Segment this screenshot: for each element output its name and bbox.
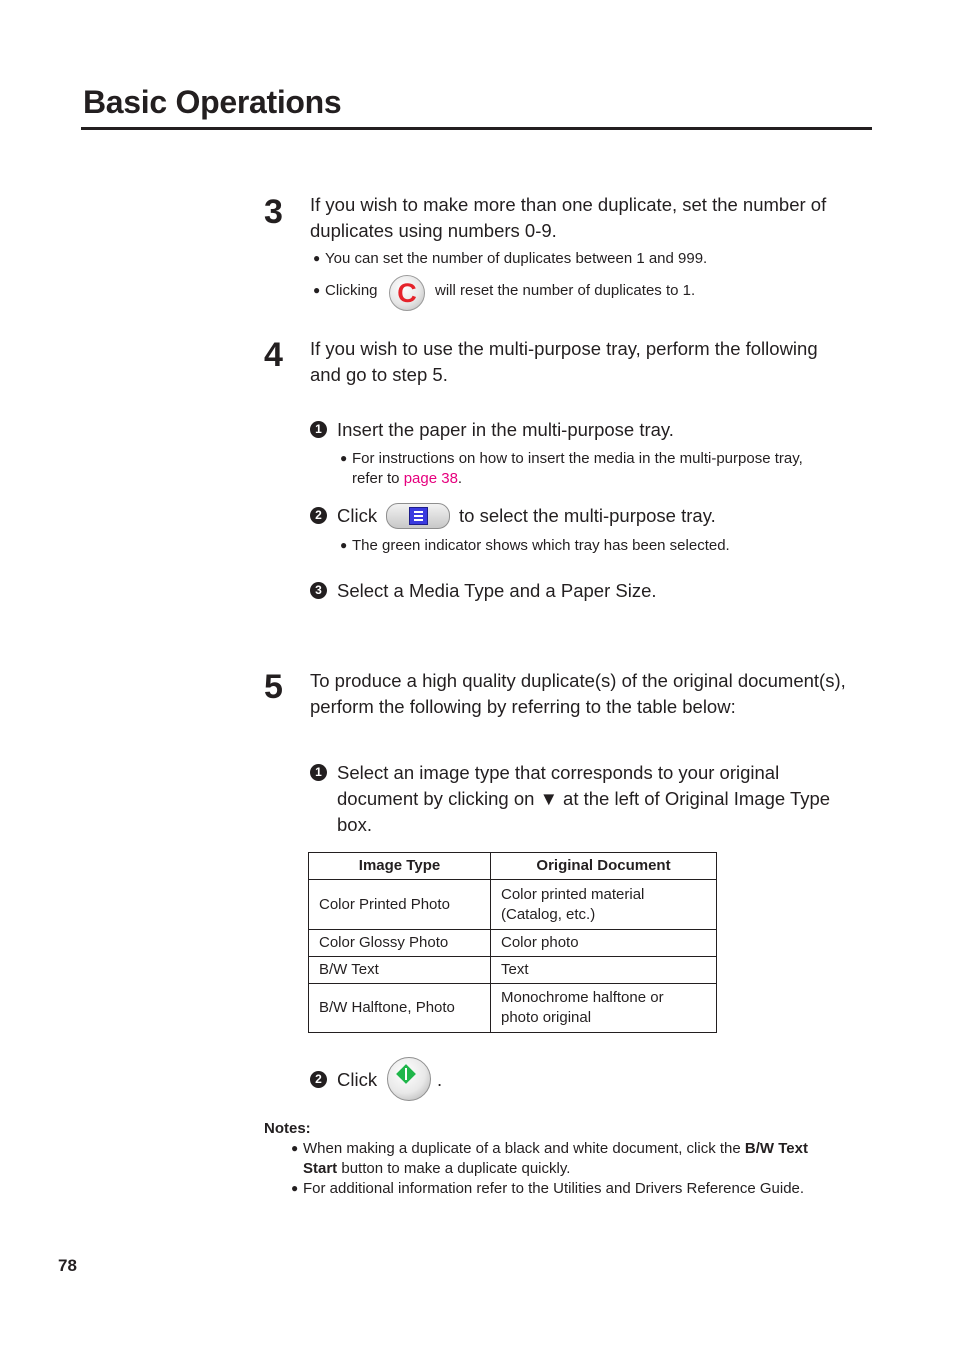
table-header-original-document: Original Document bbox=[491, 853, 717, 880]
table-header-row bbox=[309, 853, 717, 880]
step-number-badge: 2 bbox=[310, 507, 327, 524]
table-row bbox=[309, 957, 717, 984]
table-cell-original-document bbox=[491, 984, 717, 1033]
step-4-sub-1-bullet-line2-post: . bbox=[457, 470, 463, 487]
step-4-text-line2: and go to step 5. bbox=[310, 363, 448, 385]
note-1-bold-1: B/W Text bbox=[744, 1140, 808, 1157]
table-cell-line: (Catalog, etc.) bbox=[501, 905, 596, 923]
step-5-sub-1-line1: Select an image type that corresponds to your original bbox=[337, 762, 780, 783]
step-3-text bbox=[310, 192, 826, 243]
table-cell-image-type: B/W Text bbox=[309, 957, 491, 984]
step-4-sub-1 bbox=[310, 417, 674, 443]
step-5-text-line2: perform the following by referring to the table below: bbox=[310, 695, 736, 717]
note-1 bbox=[291, 1139, 861, 1179]
step-4-sub-2-post: to select the multi-purpose tray. bbox=[459, 505, 716, 526]
page-title: Basic Operations bbox=[83, 84, 342, 120]
step-4-sub-2 bbox=[310, 503, 377, 529]
step-5-text bbox=[310, 668, 846, 719]
step-3-bullet-2-pre: Clicking bbox=[325, 282, 378, 299]
bullet-dot: ● bbox=[291, 1181, 299, 1195]
table-row bbox=[309, 930, 717, 957]
page-number: 78 bbox=[58, 1256, 77, 1275]
table-cell-line: photo original bbox=[501, 1009, 592, 1026]
bullet-dot: ● bbox=[313, 283, 321, 297]
step-5-sub-2 bbox=[310, 1067, 377, 1093]
page-38-link[interactable]: page 38 bbox=[403, 470, 458, 487]
step-3-bullet-2 bbox=[313, 281, 378, 301]
bullet-dot: ● bbox=[291, 1141, 299, 1155]
note-1-bold-2: Start bbox=[303, 1160, 338, 1177]
table-cell-image-type: Color Printed Photo bbox=[309, 880, 491, 930]
step-4-text-line1: If you wish to use the multi-purpose tray, perform the following bbox=[310, 338, 818, 359]
table-cell-image-type: Color Glossy Photo bbox=[309, 930, 491, 957]
reset-c-icon[interactable] bbox=[389, 275, 425, 311]
bullet-dot: ● bbox=[313, 251, 321, 265]
step-4-sub-2-bullet bbox=[340, 536, 730, 556]
table-cell-original-document: Color photo bbox=[491, 930, 717, 957]
notes-title: Notes: bbox=[264, 1120, 311, 1137]
table-row bbox=[309, 984, 717, 1033]
step-5-sub-1-line3: box. bbox=[337, 814, 372, 835]
table-cell-line: Monochrome halftone or bbox=[501, 989, 664, 1006]
step-number-badge: 1 bbox=[310, 764, 327, 781]
reset-c-glyph: C bbox=[397, 278, 417, 308]
multi-purpose-tray-icon bbox=[409, 507, 428, 525]
bullet-dot: ● bbox=[340, 451, 348, 465]
step-5-number: 5 bbox=[264, 668, 283, 706]
step-number-badge: 1 bbox=[310, 421, 327, 438]
start-button[interactable] bbox=[387, 1057, 431, 1101]
image-type-table bbox=[308, 852, 717, 1033]
title-divider bbox=[81, 127, 872, 130]
step-3-text-line2: duplicates using numbers 0-9. bbox=[310, 219, 557, 241]
bullet-dot: ● bbox=[340, 538, 348, 552]
step-4-sub-3 bbox=[310, 578, 657, 604]
step-5-sub-1-line2: document by clicking on ▼ at the left of Original Image Type bbox=[337, 788, 831, 809]
step-4-sub-2-pre: Click bbox=[337, 505, 378, 526]
step-4-number: 4 bbox=[264, 336, 283, 374]
step-3-text-line1: If you wish to make more than one duplicate, set the number of bbox=[310, 194, 827, 215]
step-3-number: 3 bbox=[264, 193, 283, 231]
multi-purpose-tray-button[interactable] bbox=[386, 503, 450, 529]
table-cell-original-document bbox=[491, 880, 717, 930]
step-4-sub-1-bullet-line2-pre: refer to bbox=[352, 470, 404, 487]
step-3-bullet-1-text: You can set the number of duplicates between 1 and 999. bbox=[325, 250, 708, 267]
start-icon-bar bbox=[405, 1068, 407, 1080]
step-4-sub-1-bullet bbox=[340, 449, 803, 489]
step-3-bullet-2-post: will reset the number of duplicates to 1. bbox=[435, 282, 696, 299]
table-cell-original-document: Text bbox=[491, 957, 717, 984]
step-4-text bbox=[310, 336, 818, 387]
note-2-text: For additional information refer to the Utilities and Drivers Reference Guide. bbox=[303, 1180, 805, 1197]
step-4-sub-1-text: Insert the paper in the multi-purpose tray. bbox=[337, 419, 674, 440]
note-1-pre: When making a duplicate of a black and white document, click the bbox=[303, 1140, 745, 1157]
table-row bbox=[309, 880, 717, 930]
table-cell-line: Color printed material bbox=[501, 885, 645, 903]
note-1-post: button to make a duplicate quickly. bbox=[337, 1160, 571, 1177]
note-2 bbox=[291, 1179, 804, 1199]
step-4-sub-3-text: Select a Media Type and a Paper Size. bbox=[337, 580, 657, 601]
step-4-sub-2-bullet-text: The green indicator shows which tray has been selected. bbox=[352, 537, 730, 554]
step-5-sub-1 bbox=[310, 760, 830, 838]
step-5-text-line1: To produce a high quality duplicate(s) of the original document(s), bbox=[310, 670, 846, 691]
step-5-sub-2-pre: Click bbox=[337, 1069, 378, 1090]
table-header-image-type: Image Type bbox=[309, 853, 491, 880]
step-number-badge: 2 bbox=[310, 1071, 327, 1088]
step-3-bullet-1 bbox=[313, 249, 707, 269]
step-number-badge: 3 bbox=[310, 582, 327, 599]
table-cell-image-type: B/W Halftone, Photo bbox=[309, 984, 491, 1033]
step-5-sub-2-post: . bbox=[437, 1069, 443, 1090]
step-4-sub-1-bullet-line1: For instructions on how to insert the media in the multi-purpose tray, bbox=[352, 450, 803, 467]
